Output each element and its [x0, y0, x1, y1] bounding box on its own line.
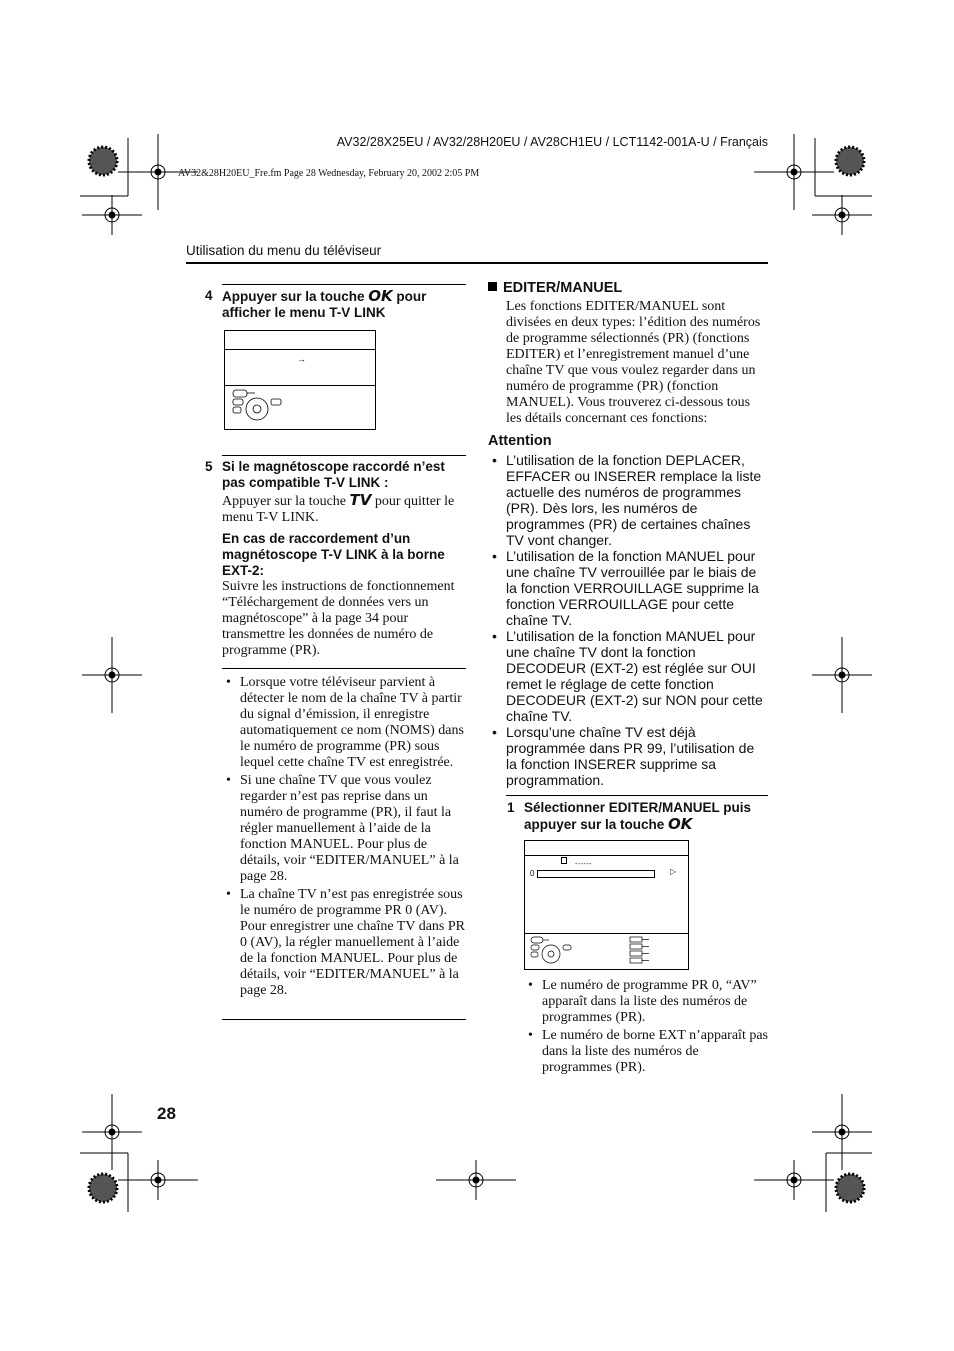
step-title: Si le magnétoscope raccordé n’est pas compatible T-V LINK : — [222, 459, 445, 490]
list-item: • Si une chaîne TV que vous voulez regarder n’est pas reprise dans un numéro de programme (PR), il faut la régler manuellement à l’aide de la fonction MANUEL. Pour plus de détails, voir “EDITER/MANUEL” à la page 28. — [222, 773, 466, 885]
list-item: • L’utilisation de la fonction MANUEL pour une chaîne TV verrouillée par le biais de la fonction VERROUILLAGE supprime la fonction VERROUILLAGE pour cette chaîne TV. — [488, 548, 768, 628]
channel-zero: 0 — [530, 869, 535, 878]
step5-rule — [222, 455, 466, 456]
step-text: Appuyer sur la touche — [222, 289, 369, 304]
color-keys-icon — [629, 936, 653, 966]
ok-key-icon: OK — [368, 287, 393, 305]
tv-link-menu-screen — [224, 330, 376, 430]
ok-key-icon: OK — [668, 815, 693, 833]
attention-list — [488, 452, 768, 788]
dash-placeholder: ------ — [575, 861, 592, 868]
right-arrow-icon: ▷ — [670, 867, 677, 876]
remote-keys-icon — [231, 389, 311, 425]
channel-row — [537, 870, 655, 878]
notes-rule-bottom — [222, 1019, 466, 1020]
model-header: AV32/28X25EU / AV32/28H20EU / AV28CH1EU / LCT1142-001A-U / Français — [336, 135, 768, 149]
file-info: AV32&28H20EU_Fre.fm Page 28 Wednesday, February 20, 2002 2:05 PM — [178, 168, 480, 179]
list-item: • Le numéro de borne EXT n’apparaît pas dans la liste des numéros de programmes (PR). — [524, 1028, 768, 1076]
list-item: • La chaîne TV n’est pas enregistrée sous le numéro de programme PR 0 (AV). Pour enregistrer une chaîne TV dans PR 0 (AV), la régler manuellement à l’aide de la fonction MANUEL. Pour plus de détails, voir “EDITER/MANUEL” à la page 28. — [222, 887, 466, 999]
list-item: • Lorsque votre téléviseur parvient à détecter le nom de la chaîne TV à partir du signal d’émission, il enregistre automatiquement ce nom (NOMS) dans le numéro de programme (PR) sous lequel cette chaîne TV est enregistrée. — [222, 675, 466, 771]
step-4 — [205, 287, 466, 321]
step-5 — [205, 459, 466, 491]
step-1 — [507, 800, 768, 833]
tv-link-ext2-body: Suivre les instructions de fonctionnement “Téléchargement de données vers un magnétoscope” à la page 34 pour transmettre les données de numéro de programme (PR). — [222, 579, 455, 658]
notes-rule-top — [222, 668, 466, 669]
attention-heading: Attention — [488, 433, 552, 449]
step-number: 4 — [205, 288, 213, 303]
square-bullet-icon — [488, 282, 497, 291]
remote-keys-icon — [529, 936, 589, 966]
editer-manuel-heading: EDITER/MANUEL — [488, 280, 622, 296]
section-title: Utilisation du menu du téléviseur — [186, 243, 382, 258]
list-item: • L’utilisation de la fonction MANUEL pour une chaîne TV dont la fonction DECODEUR (EXT-2) est réglée sur OUI remet le réglage de cette fonction DECODEUR (EXT-2) sur NON pour cette chaîne TV. — [488, 628, 768, 724]
lock-icon — [561, 857, 567, 864]
list-item: • Lorsqu’une chaîne TV est déjà programmée dans PR 99, l’utilisation de la fonction INSERER supprime sa programmation. — [488, 724, 768, 788]
step-text: Sélectionner EDITER/MANUEL puis appuyer sur la touche — [524, 800, 752, 832]
left-notes — [222, 675, 466, 999]
tv-link-ext2-title: En cas de raccordement d’un magnétoscope T-V LINK à la borne EXT-2: — [222, 531, 445, 578]
right-notes — [524, 978, 768, 1076]
page-number: 28 — [157, 1104, 176, 1123]
editer-manuel-screen — [524, 840, 689, 970]
step4-rule — [222, 284, 466, 285]
step-number: 1 — [507, 800, 515, 815]
step5-body: Appuyer sur la touche TV pour quitter le menu T-V LINK. — [222, 491, 455, 525]
editer-manuel-intro: Les fonctions EDITER/MANUEL sont divisées en deux types: l’édition des numéros de programme sélectionnés (PR) (fonctions EDITER) et l’enregistrement manuel d’une chaîne TV que vous voulez regarder dans un numéro de programme (PR) (fonction MANUEL). Vous trouverez ci-dessous tous les détails concernant ces fonctions: — [506, 299, 761, 426]
tv-key-icon: TV — [349, 491, 372, 509]
step-text: pour afficher le menu T-V LINK — [222, 289, 427, 320]
arrow-icon: → — [297, 354, 306, 364]
list-item: • Le numéro de programme PR 0, “AV” apparaît dans la liste des numéros de programmes (PR). — [524, 978, 768, 1026]
header-rule — [186, 262, 768, 264]
step1-rule — [506, 795, 768, 796]
step-number: 5 — [205, 459, 213, 474]
list-item: • L’utilisation de la fonction DEPLACER, EFFACER ou INSERER remplace la liste actuelle des numéros de programmes (PR). Dès lors, les numéros de programmes (PR) de certaines chaînes TV vont changer. — [488, 452, 768, 548]
